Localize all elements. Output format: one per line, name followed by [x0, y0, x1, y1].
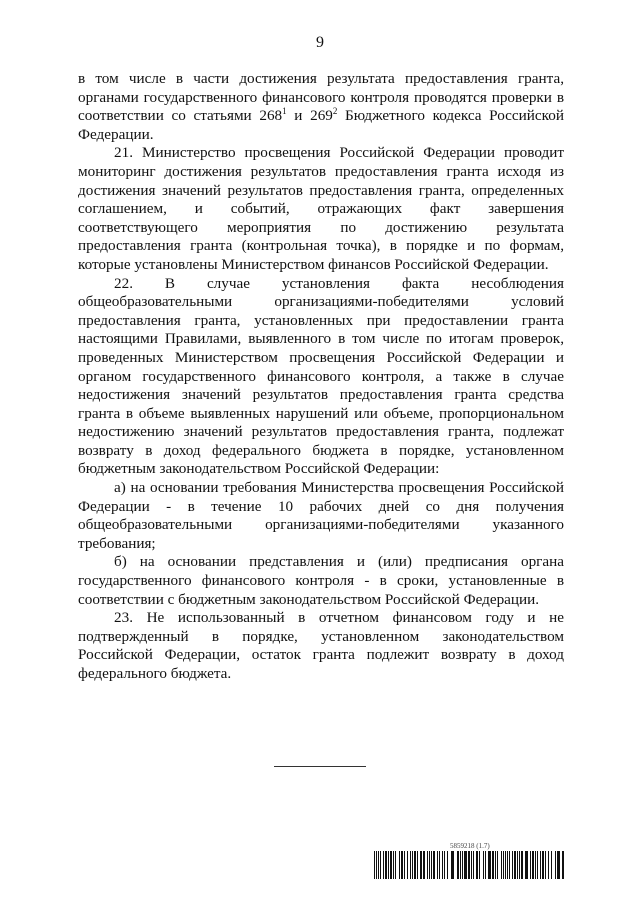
paragraph-text: в том числе в части достижения результата предоставления гранта, органами государственного финансового контроля проводятся проверки в соответствии со статьями 268: [78, 70, 564, 125]
paragraph-22-a: а) на основании требования Министерства просвещения Российской Федерации - в течение 10 рабочих дней со дня получения общеобразовательными организациями-победителями указанного требования;: [78, 479, 564, 552]
paragraph-21: 21. Министерство просвещения Российской Федерации проводит мониторинг достижения результатов предоставления гранта исходя из достижения значений результатов предоставления гранта, определенных соглашением, и событий, отражающих факт завершения соответствующего мероприятия по достижению результата предоставления гранта (контрольная точка), в порядке и по формам, которые установлены Министерством финансов Российской Федерации.: [78, 144, 564, 273]
paragraph-23: 23. Не использованный в отчетном финансовом году и не подтвержденный в порядке, установленном законодательством Российской Федерации, остаток гранта подлежит возврату в доход федерального бюджета.: [78, 609, 564, 682]
paragraph-continuation: [78, 70, 564, 144]
paragraph-text: Бюджетного кодекса Российской Федерации.: [78, 107, 564, 143]
document-body: [78, 70, 564, 684]
superscript: 1: [282, 106, 287, 117]
superscript: 2: [332, 106, 338, 117]
page-number: 9: [316, 34, 324, 51]
paragraph-22-b: б) на основании представления и (или) предписания органа государственного финансового контроля - в сроки, установленные в соответствии с бюджетным законодательством Российской Федерации.: [78, 553, 564, 608]
paragraph-22: 22. В случае установления факта несоблюдения общеобразовательными организациями-победителями условий предоставления гранта, установленных при предоставлении гранта настоящими Правилами, выявленного в том числе по итогам проверок, проведенных Министерством просвещения Российской Федерации и органом государственного финансового контроля, а также в случае недостижения значений результатов предоставления гранта средства гранта в объеме выявленных нарушений или объеме, пропорциональном недостижению значений результатов предоставления гранта, подлежат возврату в доход федерального бюджета в порядке, установленном бюджетным законодательством Российской Федерации:: [78, 274, 564, 478]
paragraph-text: и 269: [286, 107, 333, 125]
document-code: 5859218 (1.7): [450, 842, 490, 850]
end-separator-line: [274, 766, 366, 767]
barcode: [374, 851, 564, 879]
